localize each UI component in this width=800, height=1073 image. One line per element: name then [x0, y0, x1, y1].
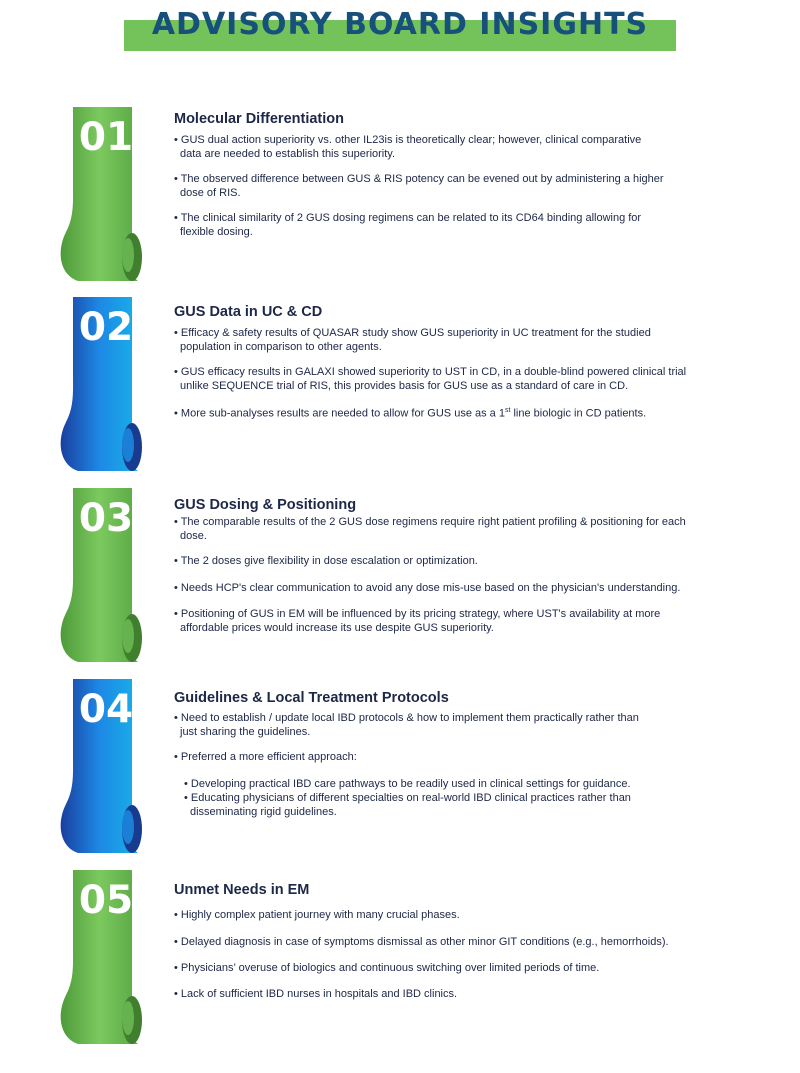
section-01: [0, 107, 800, 287]
bullet-item: • Need to establish / update local IBD protocols & how to implement them practically rather than just sharing the guidelines.: [174, 712, 639, 738]
bullet-item: • Preferred a more efficient approach:: [174, 751, 357, 763]
section-title: GUS Data in UC & CD: [174, 304, 323, 320]
bullet-item: • The observed difference between GUS & RIS potency can be evened out by administering a higher dose of RIS.: [174, 173, 664, 199]
section-title: Molecular Differentiation: [174, 111, 344, 127]
bullet-item: • Needs HCP's clear communication to avoid any dose mis-use based on the physician's understanding.: [174, 582, 681, 594]
bullet-item: • Highly complex patient journey with many crucial phases.: [174, 909, 460, 921]
section-number: 01: [78, 115, 134, 160]
bullet-item: • Positioning of GUS in EM will be influenced by its pricing strategy, where UST's availability at more affordable prices would increase its use despite GUS superiority.: [174, 608, 661, 634]
section-title: Guidelines & Local Treatment Protocols: [174, 690, 449, 706]
section-number: 04: [78, 687, 134, 732]
bullet-item: • GUS efficacy results in GALAXI showed superiority to UST in CD, in a double-blind powered clinical trial unlike SEQUENCE trial of RIS, this provides basis for GUS use as a standard of care in CD.: [174, 366, 687, 392]
bullet-item: • The comparable results of the 2 GUS dose regimens require right patient profiling & positioning for each dose.: [174, 516, 686, 542]
sub-bullet-item: • Developing practical IBD care pathways to be readily used in clinical settings for guidance.: [184, 778, 631, 790]
section-title: Unmet Needs in EM: [174, 882, 310, 898]
bullet-item: • Physicians’ overuse of biologics and continuous switching over limited periods of time.: [174, 962, 600, 974]
section-number: 02: [78, 305, 134, 350]
section-number: 05: [78, 878, 134, 923]
section-02: [0, 297, 800, 477]
bullet-item: • Lack of sufficient IBD nurses in hospitals and IBD clinics.: [174, 988, 458, 1000]
page-title: ADVISORY BOARD INSIGHTS: [151, 7, 649, 42]
section-04: [0, 679, 800, 859]
bullet-item: • GUS dual action superiority vs. other IL23is is theoretically clear; however, clinical comparative data are needed to establish this superiority.: [174, 134, 642, 160]
bullet-item: • Delayed diagnosis in case of symptoms dismissal as other minor GIT conditions (e.g., hemorrhoids).: [174, 936, 669, 948]
bullet-item: • The clinical similarity of 2 GUS dosing regimens can be related to its CD64 binding allowing for flexible dosing.: [174, 212, 642, 238]
sub-bullet-item: • Educating physicians of different specialties on real-world IBD clinical practices rather than disseminating rigid guidelines.: [184, 792, 631, 818]
section-title: GUS Dosing & Positioning: [174, 497, 357, 513]
bullet-item: • The 2 doses give flexibility in dose escalation or optimization.: [174, 555, 478, 567]
section-05: [0, 870, 800, 1050]
section-03: [0, 488, 800, 668]
bullet-item: • Efficacy & safety results of QUASAR study show GUS superiority in UC treatment for the studied population in comparison to other agents.: [174, 327, 651, 353]
section-number: 03: [78, 496, 134, 541]
bullet-item: • More sub-analyses results are needed to allow for GUS use as a 1st line biologic in CD patients.: [174, 407, 647, 420]
